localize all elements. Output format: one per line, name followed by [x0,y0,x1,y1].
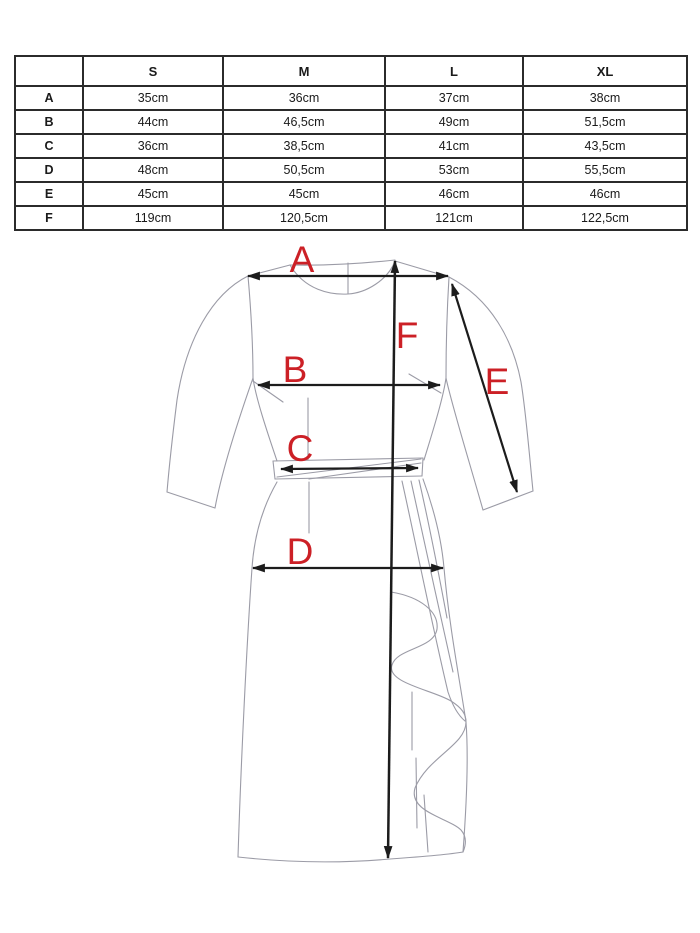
measurement-cell: 35cm [83,86,223,110]
measurement-cell: 122,5cm [523,206,687,230]
measurement-label-d: D [286,531,314,572]
measurement-cell: 121cm [385,206,523,230]
row-label-f: F [15,206,83,230]
measurement-label-b: B [282,349,308,390]
measurement-cell: 48cm [83,158,223,182]
measurement-label-f: F [395,315,419,356]
measurement-cell: 46,5cm [223,110,385,134]
measurement-cell: 46cm [385,182,523,206]
row-label-d: D [15,158,83,182]
measurement-cell: 46cm [523,182,687,206]
measurement-label-c: C [286,428,314,469]
measurement-cell: 45cm [83,182,223,206]
measurement-cell: 36cm [223,86,385,110]
column-header-xl: XL [523,56,687,86]
measurement-cell: 50,5cm [223,158,385,182]
row-label-c: C [15,134,83,158]
measurement-cell: 49cm [385,110,523,134]
column-header-l: L [385,56,523,86]
measurement-label-e: E [484,361,510,402]
measurement-cell: 41cm [385,134,523,158]
measurement-cell: 38,5cm [223,134,385,158]
measurement-arrow-f [388,261,395,858]
measurement-cell: 38cm [523,86,687,110]
measurement-cell: 45cm [223,182,385,206]
measurement-label-a: A [289,239,315,280]
garment-outline [167,260,533,862]
measurement-cell: 51,5cm [523,110,687,134]
measurement-cell: 37cm [385,86,523,110]
measurement-cell: 120,5cm [223,206,385,230]
row-label-a: A [15,86,83,110]
row-label-e: E [15,182,83,206]
measurement-cell: 119cm [83,206,223,230]
measurement-cell: 36cm [83,134,223,158]
column-header-s: S [83,56,223,86]
measurement-cell: 43,5cm [523,134,687,158]
measurement-cell: 53cm [385,158,523,182]
measurement-cell: 44cm [83,110,223,134]
row-label-b: B [15,110,83,134]
column-header-m: M [223,56,385,86]
measurement-cell: 55,5cm [523,158,687,182]
